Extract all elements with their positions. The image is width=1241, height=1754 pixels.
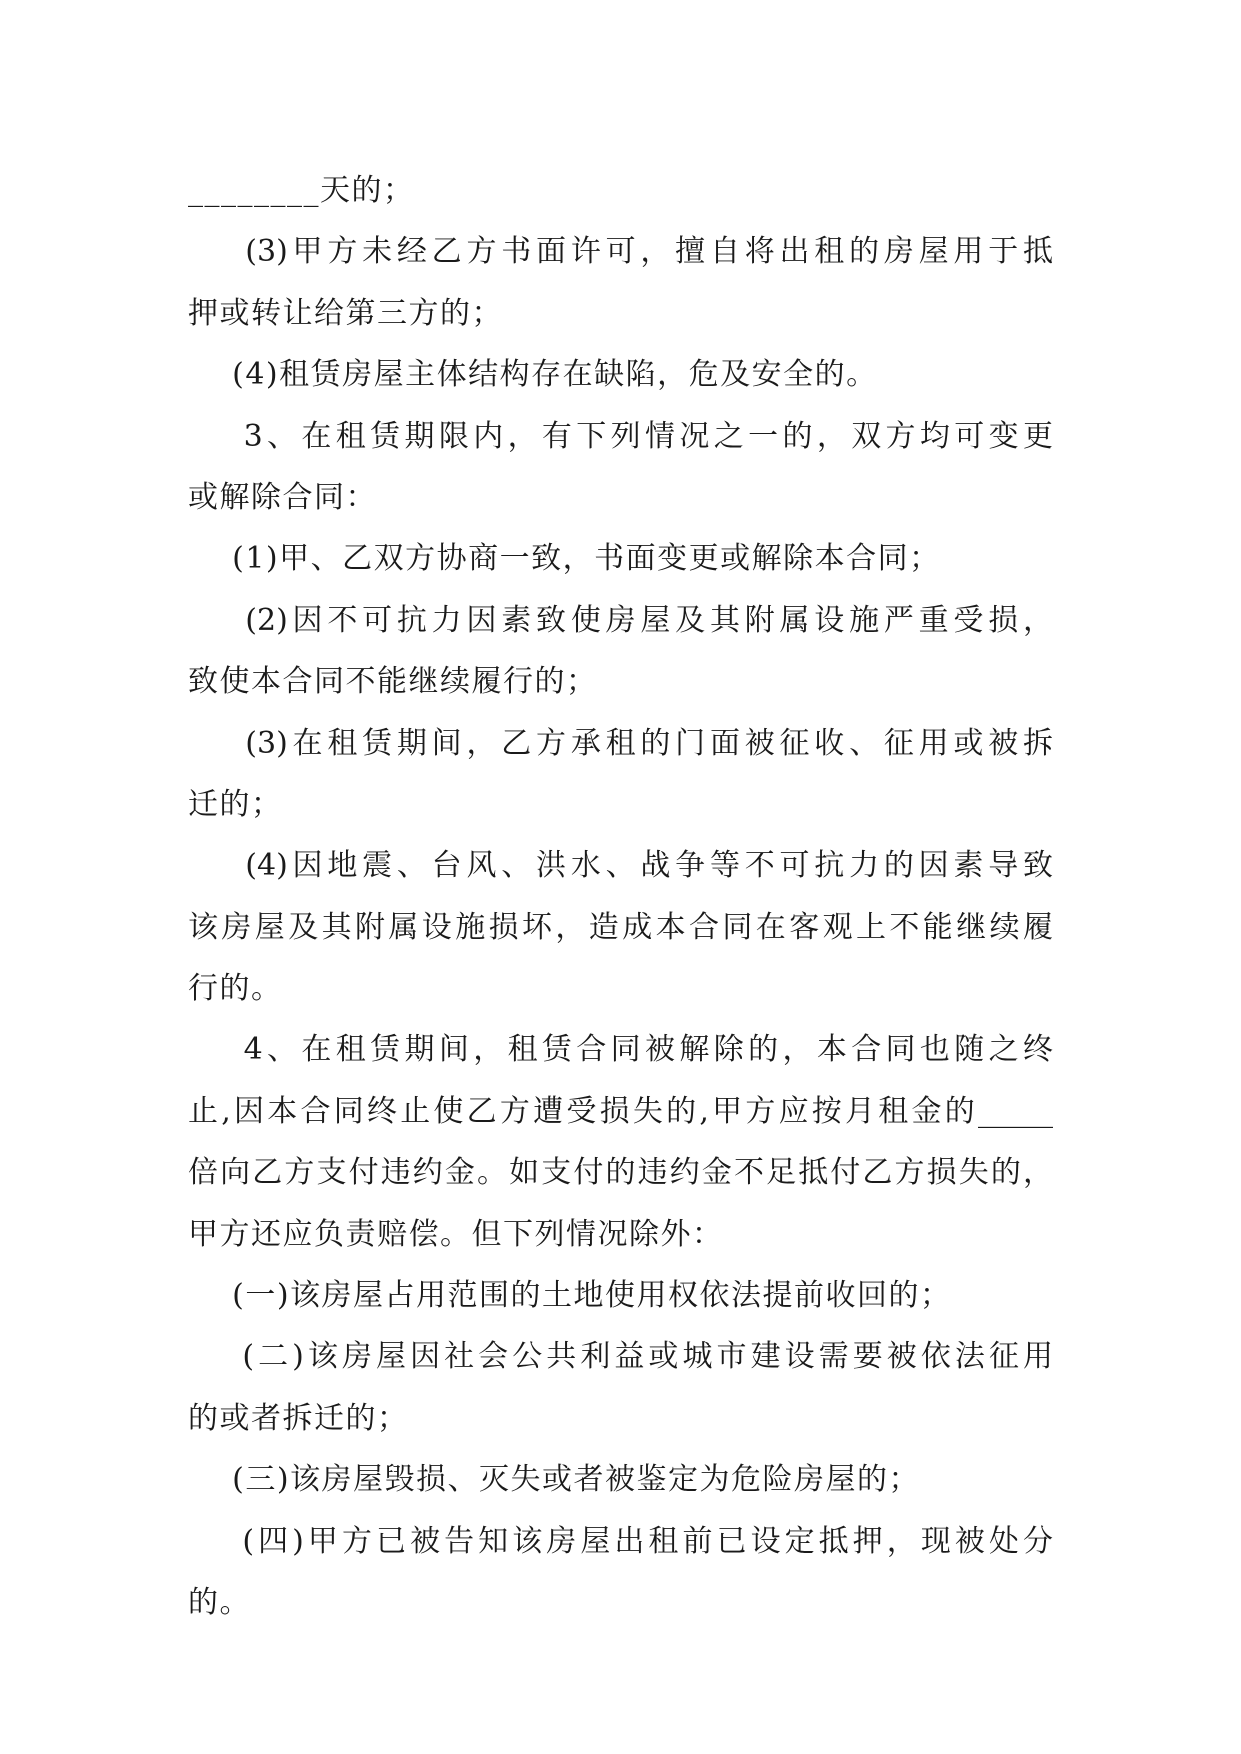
text-line-2: (3)甲方未经乙方书面许可，擅自将出租的房屋用于抵 bbox=[188, 234, 1053, 270]
text-line-3: 押或转让给第三方的； bbox=[188, 295, 503, 331]
text-line-4: (4)租赁房屋主体结构存在缺陷，危及安全的。 bbox=[188, 357, 878, 393]
text-line-19: (一)该房屋占用范围的土地使用权依法提前收回的； bbox=[188, 1278, 952, 1314]
text-line-22: (三)该房屋毁损、灭失或者被鉴定为危险房屋的； bbox=[188, 1462, 921, 1498]
text-line-1: ________天的； bbox=[188, 173, 415, 208]
text-line-14: 行的。 bbox=[188, 971, 283, 1007]
text-line-15: 4、在租赁期间，租赁合同被解除的，本合同也随之终 bbox=[188, 1032, 1053, 1068]
text-line-10: (3)在租赁期间，乙方承租的门面被征收、征用或被拆 bbox=[188, 725, 1053, 761]
text-line-23: (四)甲方已被告知该房屋出租前已设定抵押，现被处分 bbox=[188, 1523, 1053, 1559]
text-line-18: 甲方还应负责赔偿。但下列情况除外： bbox=[188, 1216, 724, 1252]
text-line-13: 该房屋及其附属设施损坏，造成本合同在客观上不能继续履 bbox=[188, 909, 1053, 945]
text-line-8: (2)因不可抗力因素致使房屋及其附属设施严重受损， bbox=[188, 602, 1053, 638]
text-line-12: (4)因地震、台风、洪水、战争等不可抗力的因素导致 bbox=[188, 848, 1053, 884]
document-body bbox=[188, 160, 1053, 1633]
text-line-7: (1)甲、乙双方协商一致，书面变更或解除本合同； bbox=[188, 541, 941, 577]
text-line-17: 倍向乙方支付违约金。如支付的违约金不足抵付乙方损失的， bbox=[188, 1155, 1053, 1191]
text-line-9: 致使本合同不能继续履行的； bbox=[188, 664, 598, 700]
text-line-5: 3、在租赁期限内，有下列情况之一的，双方均可变更 bbox=[188, 418, 1053, 454]
text-line-6: 或解除合同： bbox=[188, 479, 377, 515]
text-line-20: (二)该房屋因社会公共利益或城市建设需要被依法征用 bbox=[188, 1339, 1053, 1375]
text-line-24: 的。 bbox=[188, 1584, 251, 1620]
text-line-21: 的或者拆迁的； bbox=[188, 1400, 409, 1436]
text-line-11: 迁的； bbox=[188, 786, 283, 822]
text-line-16: 止,因本合同终止使乙方遭受损失的,甲方应按月租金的_____ bbox=[188, 1093, 1053, 1129]
